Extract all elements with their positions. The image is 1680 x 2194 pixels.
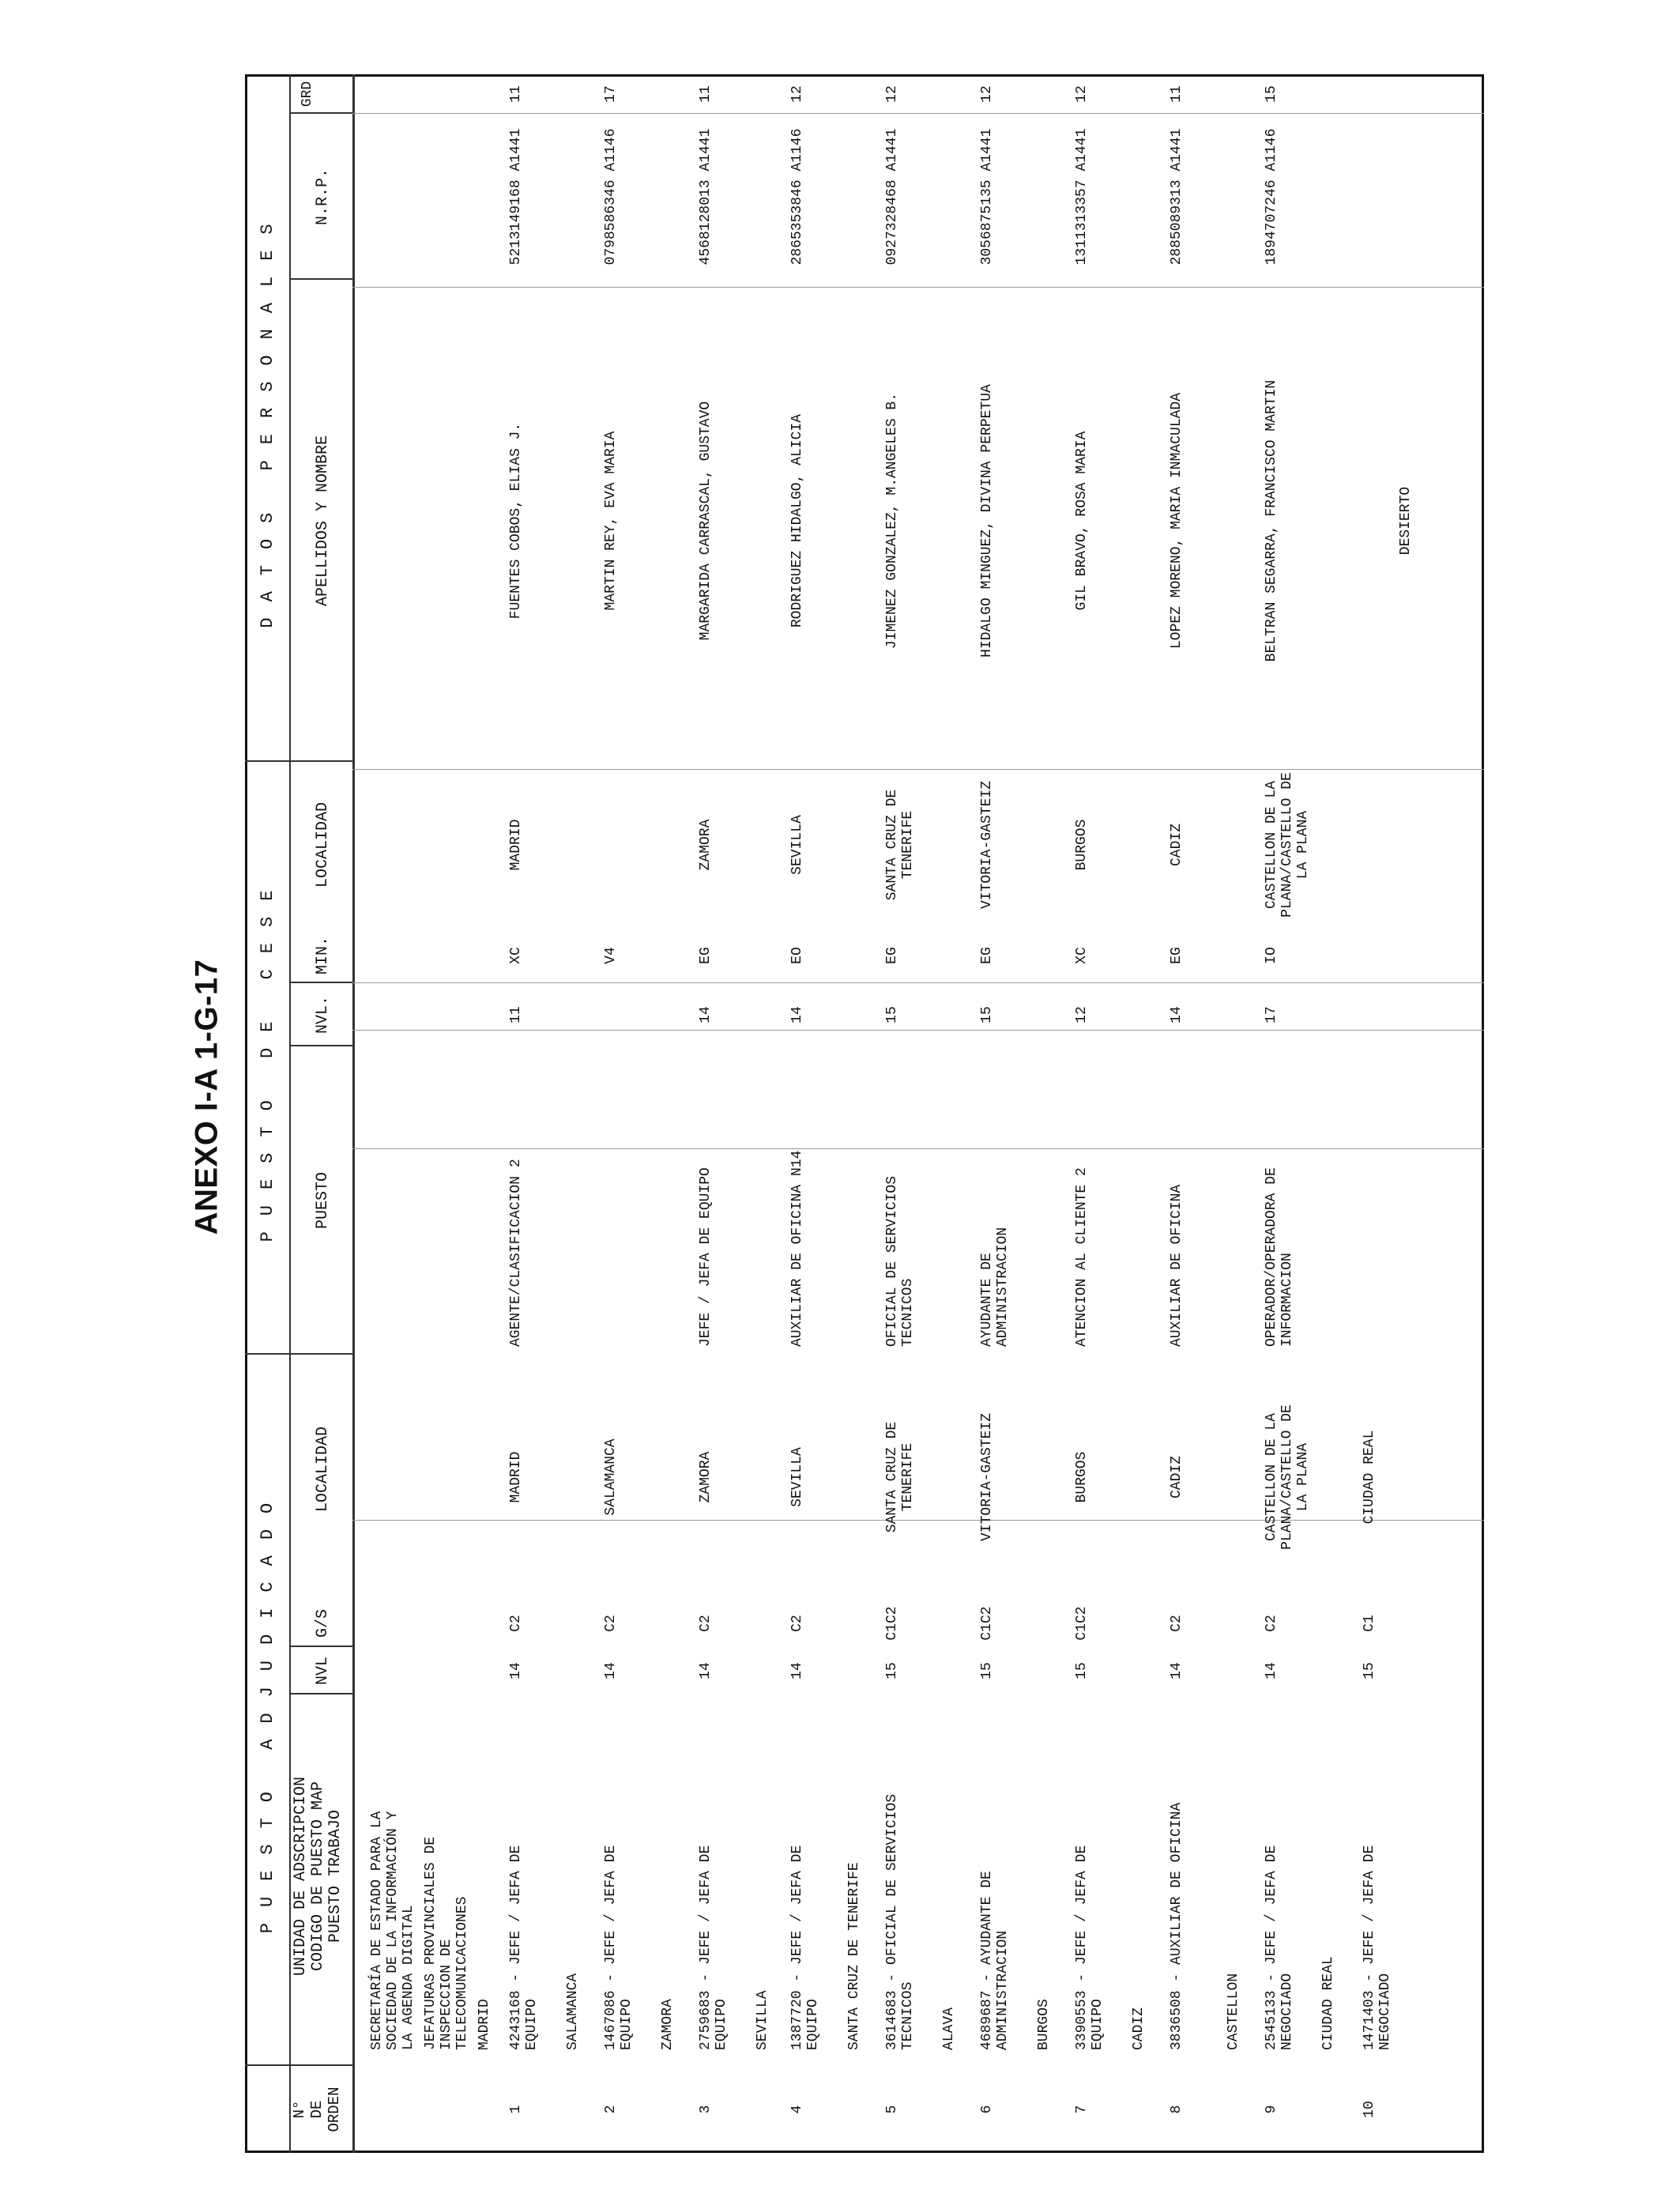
header-nrp: N.R.P. (314, 168, 332, 226)
intro-secretaria: SECRETARÍA DE ESTADO PARA LA SOCIEDAD DE LA INFORMACIÓN Y LA AGENDA DIGITAL (369, 1811, 416, 2050)
row-localidad: SALAMANCA (603, 1438, 619, 1516)
row-grd: 11 (698, 85, 714, 103)
row-grd: 11 (508, 85, 524, 103)
header-bottom-rule (352, 74, 355, 2153)
row-puesto-cese: ATENCION AL CLIENTE 2 (1074, 1167, 1090, 1347)
row-nrp: 1894707246 A1146 (1264, 128, 1279, 266)
row-puesto-cese: OPERADOR/OPERADORA DE INFORMACION (1264, 1167, 1295, 1347)
row-number: 5 (884, 2105, 900, 2114)
row-gs: C1C2 (884, 1606, 900, 1641)
row-puesto-cese: AYUDANTE DE ADMINISTRACION (979, 1227, 1011, 1347)
row-nvl-cese: 14 (698, 1006, 714, 1023)
header-puesto-de-cese: PUESTO DE CESE (258, 874, 277, 1242)
province-subheading: SALAMANCA (565, 1973, 581, 2050)
row-grd: 15 (1264, 85, 1279, 103)
row-localidad-cese: VITORIA-GASTEIZ (979, 780, 995, 910)
intro-madrid: MADRID (477, 1999, 492, 2050)
row-localidad-cese: CASTELLON DE LA PLANA/CASTELLO DE LA PLANA (1264, 772, 1311, 918)
row-puesto-trabajo: 2759683 - JEFE / JEFA DE EQUIPO (698, 1845, 729, 2050)
header-grd: GRD (299, 81, 315, 107)
row-puesto-trabajo: 3836508 - AUXILIAR DE OFICINA (1169, 1802, 1185, 2050)
row-nrp: 3056875135 A1441 (979, 128, 995, 266)
row-localidad: MADRID (508, 1451, 524, 1503)
row-number: 10 (1362, 2101, 1377, 2118)
header-localidad: LOCALIDAD (314, 1426, 332, 1513)
row-localidad: CIUDAD REAL (1362, 1430, 1377, 1525)
row-number: 9 (1264, 2105, 1279, 2114)
row-min: IO (1264, 947, 1279, 964)
row-apellidos-nombre: MARGARIDA CARRASCAL, GUSTAVO (698, 401, 714, 641)
row-puesto-trabajo: 4243168 - JEFE / JEFA DE EQUIPO (508, 1845, 540, 2050)
row-localidad: BURGOS (1074, 1451, 1090, 1503)
province-subheading: BURGOS (1036, 1999, 1052, 2050)
row-nvl: 15 (1362, 1662, 1377, 1679)
row-gs: C2 (789, 1615, 805, 1632)
row-puesto-cese: JEFE / JEFA DE EQUIPO (698, 1167, 714, 1347)
row-puesto-trabajo: 1467086 - JEFE / JEFA DE EQUIPO (603, 1845, 635, 2050)
row-gs: C2 (698, 1615, 714, 1632)
row-gs: C1C2 (1074, 1606, 1090, 1641)
row-apellidos-nombre: JIMENEZ GONZALEZ, M.ANGELES B. (884, 392, 900, 650)
header-orden: N° DE ORDEN (291, 2087, 343, 2132)
header-puesto: PUESTO (314, 1172, 332, 1230)
row-min: EG (884, 947, 900, 964)
row-nvl: 15 (1074, 1662, 1090, 1679)
row-nrp: 1311313357 A1441 (1074, 128, 1090, 266)
row-number: 4 (789, 2105, 805, 2114)
row-nrp: 2865353846 A1146 (789, 128, 805, 266)
row-nvl-cese: 11 (508, 1006, 524, 1023)
row-min: V4 (603, 947, 619, 964)
row-apellidos-nombre: MARTIN REY, EVA MARIA (603, 431, 619, 611)
group-header-rule (289, 74, 291, 2153)
row-puesto-trabajo: 2545133 - JEFE / JEFA DE NEGOCIADO (1264, 1845, 1295, 2050)
row-number: 7 (1074, 2105, 1090, 2114)
row-nvl: 14 (603, 1662, 619, 1679)
row-nvl-cese: 14 (1169, 1006, 1185, 1023)
row-gs: C1C2 (979, 1606, 995, 1641)
row-localidad: VITORIA-GASTEIZ (979, 1412, 995, 1542)
row-grd: 17 (603, 85, 619, 103)
province-subheading: SEVILLA (755, 1990, 770, 2050)
row-nrp: 5213149168 A1441 (508, 128, 524, 266)
document-title: ANEXO I-A 1-G-17 (189, 959, 224, 1235)
row-number: 6 (979, 2105, 995, 2114)
row-apellidos-nombre: DESIERTO (1398, 486, 1414, 556)
row-localidad-cese: SANTA CRUZ DE TENERIFE (884, 789, 916, 901)
row-localidad: CADIZ (1169, 1456, 1185, 1499)
row-nvl-cese: 12 (1074, 1006, 1090, 1023)
row-apellidos-nombre: LOPEZ MORENO, MARIA INMACULADA (1169, 392, 1185, 650)
row-nvl-cese: 15 (979, 1006, 995, 1023)
province-subheading: ALAVA (941, 2007, 957, 2050)
row-min: XC (508, 947, 524, 964)
annex-table (245, 74, 1484, 2153)
province-subheading: CIUDAD REAL (1320, 1956, 1336, 2050)
row-number: 2 (603, 2105, 619, 2114)
row-localidad: ZAMORA (698, 1451, 714, 1503)
header-apellidos: APELLIDOS Y NOMBRE (314, 435, 332, 607)
row-puesto-cese: OFICIAL DE SERVICIOS TECNICOS (884, 1175, 916, 1347)
row-min: EO (789, 947, 805, 964)
province-subheading: SANTA CRUZ DE TENERIFE (846, 1862, 862, 2050)
row-apellidos-nombre: RODRIGUEZ HIDALGO, ALICIA (789, 413, 805, 628)
intro-jefaturas: JEFATURAS PROVINCIALES DE INSPECCION DE TELECOMUNICACIONES (423, 1836, 470, 2050)
row-min: EG (979, 947, 995, 964)
header-nvl: NVL (314, 1657, 332, 1686)
row-min: EG (1169, 947, 1185, 964)
row-nvl: 15 (884, 1662, 900, 1679)
province-subheading: CASTELLON (1226, 1973, 1241, 2050)
row-nrp: 2885089313 A1441 (1169, 128, 1185, 266)
row-puesto-trabajo: 3614683 - OFICIAL DE SERVICIOS TECNICOS (884, 1793, 916, 2050)
row-number: 8 (1169, 2105, 1185, 2114)
row-apellidos-nombre: HIDALGO MINGUEZ, DIVINA PERPETUA (979, 384, 995, 658)
row-puesto-cese: AUXILIAR DE OFICINA N14 (789, 1150, 805, 1347)
row-localidad-cese: CADIZ (1169, 824, 1185, 867)
row-grd: 12 (1074, 85, 1090, 103)
row-grd: 12 (884, 85, 900, 103)
row-gs: C1 (1362, 1615, 1377, 1632)
row-nvl: 14 (789, 1662, 805, 1679)
row-localidad: SANTA CRUZ DE TENERIFE (884, 1421, 916, 1533)
row-min: EG (698, 947, 714, 964)
row-grd: 12 (789, 85, 805, 103)
row-apellidos-nombre: GIL BRAVO, ROSA MARIA (1074, 431, 1090, 611)
row-puesto-trabajo: 1387720 - JEFE / JEFA DE EQUIPO (789, 1845, 821, 2050)
row-nvl-cese: 15 (884, 1006, 900, 1023)
row-puesto-cese: AGENTE/CLASIFICACION 2 (508, 1159, 524, 1347)
row-localidad-cese: MADRID (508, 819, 524, 871)
row-localidad-cese: ZAMORA (698, 819, 714, 871)
row-puesto-trabajo: 1471403 - JEFE / JEFA DE NEGOCIADO (1362, 1845, 1393, 2050)
row-nrp: 0798586346 A1146 (603, 128, 619, 266)
row-nvl-cese: 17 (1264, 1006, 1279, 1023)
row-puesto-trabajo: 3390553 - JEFE / JEFA DE EQUIPO (1074, 1845, 1106, 2050)
row-gs: C2 (1264, 1615, 1279, 1632)
row-grd: 11 (1169, 85, 1185, 103)
row-apellidos-nombre: BELTRAN SEGARRA, FRANCISCO MARTIN (1264, 379, 1279, 662)
row-apellidos-nombre: FUENTES COBOS, ELIAS J. (508, 422, 524, 620)
row-nvl: 14 (1264, 1662, 1279, 1679)
province-subheading: ZAMORA (660, 1999, 676, 2050)
row-number: 3 (698, 2105, 714, 2114)
row-localidad-cese: BURGOS (1074, 819, 1090, 871)
header-nvl-cese: NVL. (314, 996, 332, 1035)
row-nvl: 14 (698, 1662, 714, 1679)
row-nrp: 4568128013 A1441 (698, 128, 714, 266)
row-nvl: 15 (979, 1662, 995, 1679)
row-gs: C2 (603, 1615, 619, 1632)
header-unidad: UNIDAD DE ADSCRIPCION CODIGO DE PUESTO MAP PUESTO TRABAJO (292, 1776, 345, 1977)
province-subheading: CADIZ (1131, 2007, 1147, 2050)
row-nvl: 14 (508, 1662, 524, 1679)
row-puesto-cese: AUXILIAR DE OFICINA (1169, 1184, 1185, 1347)
header-datos-personales: DATOS PERSONALES (258, 208, 277, 628)
row-nvl: 14 (1169, 1662, 1185, 1679)
header-gs: G/S (314, 1609, 332, 1638)
row-grd: 12 (979, 85, 995, 103)
row-puesto-trabajo: 4689687 - AYUDANTE DE ADMINISTRACION (979, 1871, 1011, 2050)
row-gs: C2 (508, 1615, 524, 1632)
header-min: MIN. (314, 937, 332, 975)
row-min: XC (1074, 947, 1090, 964)
row-gs: C2 (1169, 1615, 1185, 1632)
header-puesto-adjudicado: PUESTO ADJUDICADO (258, 1487, 277, 1934)
row-localidad-cese: SEVILLA (789, 815, 805, 875)
row-localidad: CASTELLON DE LA PLANA/CASTELLO DE LA PLANA (1264, 1404, 1311, 1550)
row-nvl-cese: 14 (789, 1006, 805, 1023)
row-nrp: 0927328468 A1441 (884, 128, 900, 266)
row-number: 1 (508, 2105, 524, 2114)
row-localidad: SEVILLA (789, 1447, 805, 1507)
header-localidad-cese: LOCALIDAD (314, 801, 332, 888)
